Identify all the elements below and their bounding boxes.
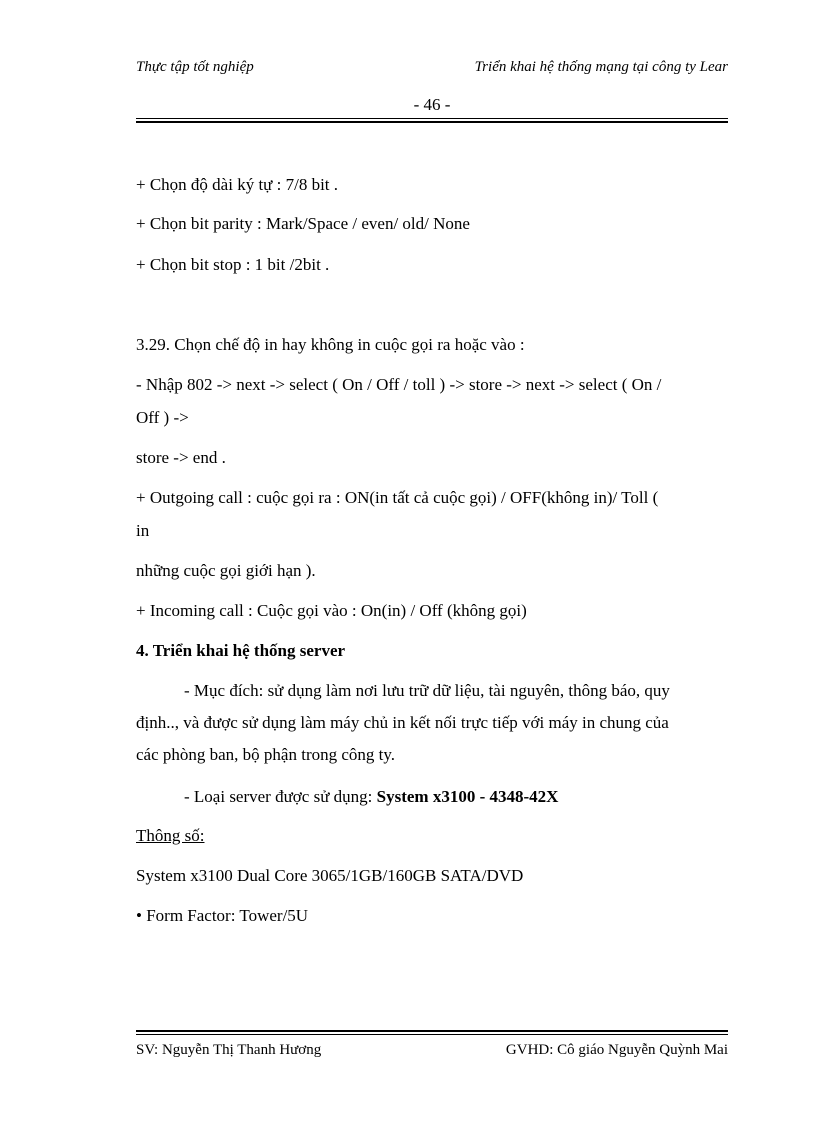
text-line: - Nhập 802 -> next -> select ( On / Off / toll ) -> store -> next -> select ( On / <box>136 375 662 394</box>
spec-line: • Form Factor: Tower/5U <box>136 906 309 925</box>
header-left-title: Thực tập tốt nghiệp <box>136 59 254 75</box>
text-line: Off ) -> <box>136 408 189 427</box>
footer-rule-top <box>136 1030 728 1032</box>
server-type-line <box>184 787 558 807</box>
header-rule-top <box>136 118 728 119</box>
text-line: + Chọn bit parity : Mark/Space / even/ old/ None <box>136 214 470 233</box>
footer-student: SV: Nguyễn Thị Thanh Hương <box>136 1042 322 1058</box>
paragraph-line: - Mục đích: sử dụng làm nơi lưu trữ dữ liệu, tài nguyên, thông báo, quy <box>184 681 670 700</box>
server-type-prefix: - Loại server được sử dụng: <box>184 787 377 806</box>
text-line: store -> end . <box>136 448 226 467</box>
text-line: in <box>136 521 150 540</box>
paragraph-line: các phòng ban, bộ phận trong công ty. <box>136 745 396 764</box>
header-rule-bottom <box>136 121 728 123</box>
specs-label <box>136 826 204 846</box>
paragraph-line: định.., và được sử dụng làm máy chủ in kết nối trực tiếp với máy in chung của <box>136 713 669 732</box>
page-number: - 46 - <box>413 95 451 114</box>
text-line: + Chọn độ dài ký tự : 7/8 bit . <box>136 175 339 194</box>
specs-label-text: Thông số: <box>136 826 205 845</box>
text-line: + Outgoing call : cuộc gọi ra : ON(in tất cả cuộc gọi) / OFF(không in)/ Toll ( <box>136 488 659 507</box>
text-line: + Incoming call : Cuộc gọi vào : On(in) / Off (không gọi) <box>136 601 527 620</box>
heading-server: 4. Triển khai hệ thống server <box>136 641 346 660</box>
section-title: 3.29. Chọn chế độ in hay không in cuộc gọi ra hoặc vào : <box>136 335 525 354</box>
footer-supervisor: GVHD: Cô giáo Nguyễn Quỳnh Mai <box>505 1042 728 1058</box>
server-model: System x3100 - 4348-42X <box>376 787 559 806</box>
text-line: những cuộc gọi giới hạn ). <box>136 561 316 580</box>
footer-rule-bottom <box>136 1034 728 1035</box>
text-line: + Chọn bit stop : 1 bit /2bit . <box>136 255 330 274</box>
header-right-title: Triển khai hệ thống mạng tại công ty Lear <box>474 59 728 75</box>
spec-line: System x3100 Dual Core 3065/1GB/160GB SATA/DVD <box>136 866 524 885</box>
